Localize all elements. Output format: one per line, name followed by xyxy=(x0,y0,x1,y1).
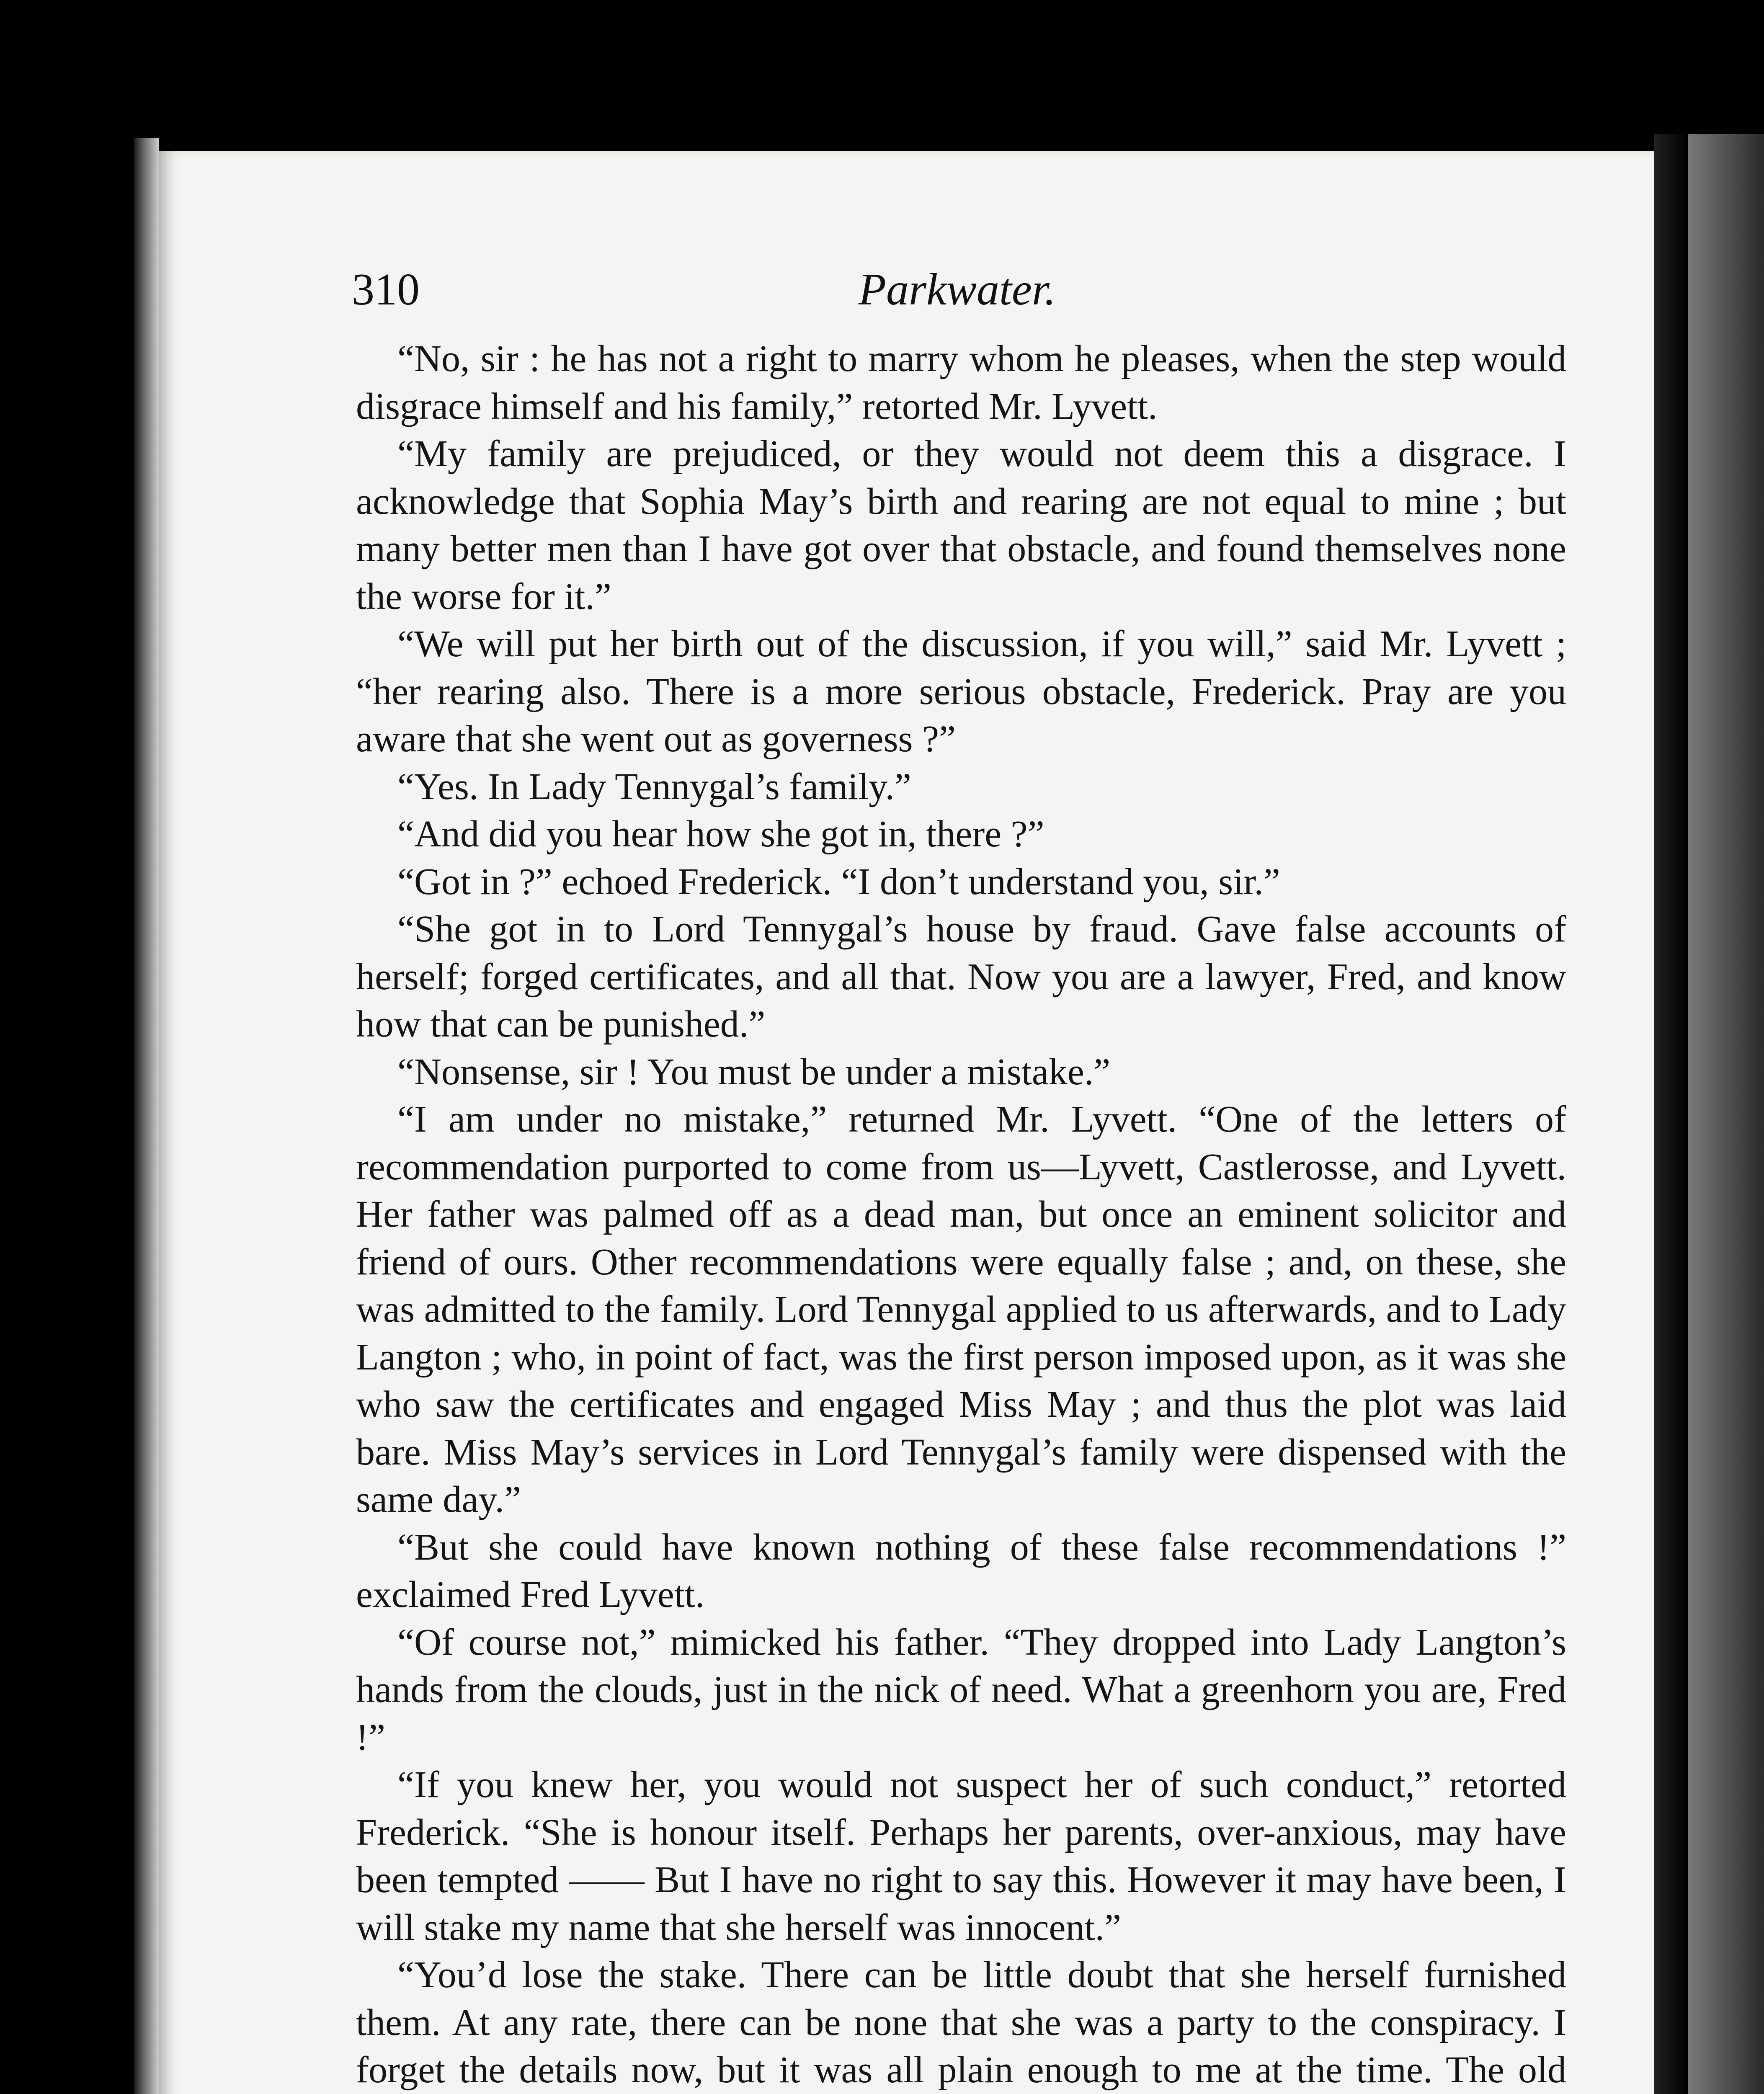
paragraph: “If you knew her, you would not suspect her of such conduct,” retorted Frederick. “She is honour itself. Perhaps her parents, over-anxious, may have been tempted —— But I have no right to say this. However it may have been, I will stake my name that she herself was innocent.” xyxy=(356,1764,1566,1948)
running-title: Parkwater. xyxy=(859,265,1056,315)
paragraph: “I am under no mistake,” returned Mr. Lyvett. “One of the letters of recommendation purported to come from us—Lyvett, Castlerosse, and Lyvett. Her father was palmed off as a dead man, but once an eminent solicitor and friend of ours. Other recommendations were equally false ; and, on these, she was admitted to the family. Lord Tennygal applied to us afterwards, and to Lady Langton ; who, in point of fact, was the first person imposed upon, as it was she who saw the certificates and engaged Miss May ; and thus the plot was laid bare. Miss May’s services in Lord Tennygal’s family were dispensed with the same day.” xyxy=(356,1099,1566,1520)
paragraph: “No, sir : he has not a right to marry whom he pleases, when the step would disgrace himself and his family,” retorted Mr. Lyvett. xyxy=(356,338,1566,427)
book-gutter xyxy=(1654,134,1688,2094)
page-number: 310 xyxy=(352,265,420,315)
paragraph: “She got in to Lord Tennygal’s house by fraud. Gave false accounts of herself; forged certificates, and all that. Now you are a lawyer, Fred, and know how that can be punished.” xyxy=(356,908,1566,1045)
paragraph: “My family are prejudiced, or they would not deem this a disgrace. I acknowledge that Sophia May’s birth and rearing are not equal to mine ; but many better men than I have got over that obstacle, and found themselves none the worse for it.” xyxy=(356,433,1566,617)
paragraph: “Yes. In Lady Tennygal’s family.” xyxy=(397,766,911,807)
paragraph: “We will put her birth out of the discussion, if you will,” said Mr. Lyvett ; “her rearing also. There is a more serious obstacle, Frederick. Pray are you aware that she went out as governess ?” xyxy=(356,623,1566,760)
paragraph: “Got in ?” echoed Frederick. “I don’t understand you, sir.” xyxy=(397,861,1280,903)
paragraph: “And did you hear how she got in, there ?” xyxy=(397,813,1044,855)
paragraph: “But she could have known nothing of these false recommendations !” exclaimed Fred Lyvett. xyxy=(356,1526,1566,1615)
body-text xyxy=(356,335,1566,2094)
running-head xyxy=(352,264,1566,314)
paragraph: “Of course not,” mimicked his father. “They dropped into Lady Langton’s hands from the clouds, just in the nick of need. What a greenhorn you are, Fred !” xyxy=(356,1621,1566,1758)
paragraph: “You’d lose the stake. There can be little doubt that she herself furnished them. At any rate, there can be none that she was a party to the conspiracy. I forget the details now, but it was all plain enough to me at the time. The old xyxy=(356,1954,1566,2091)
adjacent-page-edge xyxy=(1688,134,1764,2094)
paragraph: “Nonsense, sir ! You must be under a mistake.” xyxy=(397,1051,1111,1093)
book-spine-edge xyxy=(134,138,159,2094)
